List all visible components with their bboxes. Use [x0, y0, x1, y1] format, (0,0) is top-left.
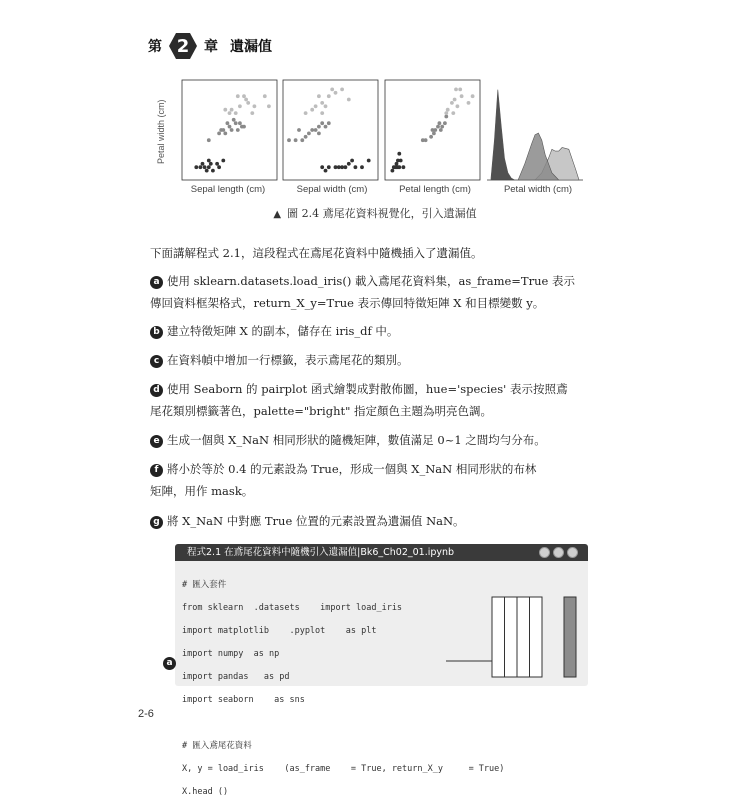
code-line: # 匯入套件: [182, 579, 227, 590]
step-text: 使用 Seaborn 的 pairplot 函式繪製成對散佈圖，hue='species' 表示按照鳶: [167, 382, 568, 396]
scatter-point-setosa: [201, 162, 205, 166]
scatter-point-setosa: [391, 169, 395, 173]
scatter-point-setosa: [347, 162, 351, 166]
scatter-point-virginica: [263, 94, 267, 98]
scatter-point-virginica: [320, 101, 324, 105]
window-dot-icon: [539, 547, 550, 558]
scatter-point-versicolor: [232, 118, 236, 122]
scatter-point-virginica: [223, 108, 227, 112]
scatter-point-virginica: [450, 101, 454, 105]
scatter-point-setosa: [354, 165, 358, 169]
scatter-point-setosa: [221, 159, 225, 163]
scatter-point-versicolor: [444, 115, 448, 119]
scatter-point-setosa: [399, 159, 403, 163]
scatter-point-setosa: [334, 165, 338, 169]
scatter-point-setosa: [397, 152, 401, 156]
scatter-point-virginica: [460, 94, 464, 98]
code-line: import seaborn as sns: [182, 694, 305, 705]
scatter-point-setosa: [360, 165, 364, 169]
scatter-point-virginica: [242, 94, 246, 98]
step-g: [150, 510, 594, 532]
scatter-point-virginica: [334, 91, 338, 95]
code-line: import numpy as np: [182, 648, 280, 659]
step-badge: d: [150, 384, 163, 397]
page-number: 2-6: [138, 708, 154, 720]
xlabel-petal-width: Petal width (cm): [503, 184, 573, 195]
scatter-point-versicolor: [307, 132, 311, 136]
scatter-point-versicolor: [236, 128, 240, 132]
scatter-point-virginica: [471, 94, 475, 98]
scatter-point-setosa: [207, 165, 211, 169]
dataframe-illustration: [490, 595, 580, 680]
scatter-point-setosa: [203, 165, 207, 169]
code-line: from sklearn .datasets import load_iris: [182, 602, 403, 613]
scatter-point-versicolor: [324, 125, 328, 129]
chapter-number-hexagon: [168, 31, 198, 61]
scatter-panel-frame: [182, 80, 277, 180]
step-text-cont: 傳回資料框架格式，return_X_y=True 表示傳回特徵矩陣 X 和目標變數 y。: [150, 296, 545, 310]
scatter-point-versicolor: [433, 128, 437, 132]
scatter-point-virginica: [246, 101, 250, 105]
scatter-point-virginica: [467, 101, 471, 105]
scatter-point-versicolor: [287, 138, 291, 142]
code-annotation-badge: a: [163, 657, 176, 670]
step-text: 將小於等於 0.4 的元素設為 True，形成一個與 X_NaN 相同形狀的布林: [167, 462, 537, 476]
step-f: [150, 458, 594, 502]
chapter-suffix: 章: [204, 39, 218, 55]
scatter-point-virginica: [317, 94, 321, 98]
step-badge: f: [150, 464, 163, 477]
scatter-point-setosa: [402, 165, 406, 169]
scatter-point-setosa: [207, 159, 211, 163]
scatter-point-versicolor: [320, 121, 324, 125]
scatter-point-versicolor: [226, 121, 230, 125]
figure-caption: [0, 205, 750, 221]
scatter-point-virginica: [250, 111, 254, 115]
scatter-point-setosa: [367, 159, 371, 163]
scatter-point-virginica: [340, 88, 344, 92]
scatter-point-setosa: [211, 169, 215, 173]
scatter-point-versicolor: [421, 138, 425, 142]
scatter-point-virginica: [238, 104, 242, 108]
scatter-point-versicolor: [443, 121, 447, 125]
chapter-title: 遺漏值: [230, 39, 272, 55]
step-badge: b: [150, 326, 163, 339]
code-line: # 匯入鳶尾花資料: [182, 740, 252, 751]
scatter-point-versicolor: [240, 125, 244, 129]
scatter-point-setosa: [395, 162, 399, 166]
scatter-point-virginica: [236, 94, 240, 98]
step-text-cont: 尾花類別標籤著色，palette="bright" 指定顏色主題為明亮色調。: [150, 404, 493, 418]
step-text: 建立特徵矩陣 X 的副本，儲存在 iris_df 中。: [167, 324, 399, 338]
chapter-number: 2: [176, 35, 190, 57]
scatter-point-versicolor: [300, 138, 304, 142]
scatter-point-setosa: [199, 165, 203, 169]
xlabel-petal-length: Petal length (cm): [399, 184, 471, 195]
code-line: X.head (): [182, 786, 229, 797]
scatter-point-versicolor: [439, 128, 443, 132]
scatter-point-setosa: [320, 165, 324, 169]
scatter-point-virginica: [456, 104, 460, 108]
scatter-point-virginica: [234, 111, 238, 115]
scatter-point-virginica: [310, 108, 314, 112]
density-curve-setosa: [491, 90, 515, 180]
scatter-point-versicolor: [217, 132, 221, 136]
scatter-point-versicolor: [429, 135, 433, 139]
step-text: 在資料幀中增加一行標籤，表示鳶尾花的類別。: [167, 353, 409, 367]
scatter-point-versicolor: [234, 121, 238, 125]
step-badge: a: [150, 276, 163, 289]
window-dot-icon: [567, 547, 578, 558]
scatter-point-versicolor: [223, 132, 227, 136]
intro-paragraph: 下面講解程式 2.1，這段程式在鳶尾花資料中隨機插入了遺漏值。: [150, 246, 483, 260]
code-annotation-line: [446, 659, 492, 663]
code-window-title: 程式2.1 在鳶尾花資料中隨機引入遺漏值|Bk6_Ch02_01.ipynb: [187, 547, 455, 558]
scatter-point-versicolor: [440, 125, 444, 129]
scatter-point-setosa: [194, 165, 198, 169]
xlabel-sepal-length: Sepal length (cm): [190, 184, 266, 195]
code-window-titlebar: [175, 544, 588, 561]
scatter-point-virginica: [253, 104, 257, 108]
scatter-point-virginica: [320, 111, 324, 115]
scatter-point-versicolor: [230, 128, 234, 132]
scatter-point-virginica: [324, 104, 328, 108]
scatter-point-virginica: [267, 104, 271, 108]
scatter-point-versicolor: [317, 125, 321, 129]
code-line: [182, 718, 504, 730]
step-badge: c: [150, 355, 163, 368]
step-b: [150, 320, 594, 342]
scatter-point-virginica: [327, 94, 331, 98]
chapter-prefix: 第: [148, 39, 162, 55]
scatter-point-virginica: [458, 88, 462, 92]
scatter-point-virginica: [244, 98, 248, 102]
scatter-point-setosa: [217, 165, 221, 169]
scatter-point-versicolor: [228, 125, 232, 129]
scatter-point-setosa: [340, 165, 344, 169]
scatter-point-versicolor: [314, 128, 318, 132]
scatter-point-versicolor: [207, 138, 211, 142]
caption-text: 圖 2.4 鳶尾花資料視覺化，引入遺漏值: [287, 207, 477, 220]
scatter-point-virginica: [451, 111, 455, 115]
scatter-point-versicolor: [327, 121, 331, 125]
scatter-point-versicolor: [438, 121, 442, 125]
step-text: 將 X_NaN 中對應 True 位置的元素設置為遺漏值 NaN。: [167, 514, 465, 528]
step-a: [150, 270, 594, 314]
iris-pairplot-figure: [160, 78, 600, 198]
step-e: [150, 429, 594, 451]
step-badge: e: [150, 435, 163, 448]
scatter-point-versicolor: [221, 128, 225, 132]
scatter-point-setosa: [344, 165, 348, 169]
scatter-point-setosa: [324, 169, 328, 173]
scatter-point-versicolor: [304, 135, 308, 139]
scatter-point-virginica: [347, 98, 351, 102]
step-text: 使用 sklearn.datasets.load_iris() 載入鳶尾花資料集，as_frame=True 表示: [167, 274, 575, 288]
step-c: [150, 349, 594, 371]
xlabel-sepal-width: Sepal width (cm): [296, 184, 368, 195]
figure-ylabel: Petal width (cm): [156, 99, 166, 164]
scatter-point-virginica: [330, 88, 334, 92]
step-d: [150, 378, 594, 422]
scatter-point-versicolor: [317, 132, 321, 136]
caption-triangle-icon: ▲: [273, 209, 282, 220]
code-line: import pandas as pd: [182, 671, 290, 682]
scatter-point-virginica: [230, 108, 234, 112]
scatter-point-setosa: [397, 165, 401, 169]
scatter-point-versicolor: [432, 132, 436, 136]
step-text-cont: 矩陣，用作 mask。: [150, 484, 254, 498]
scatter-point-versicolor: [436, 125, 440, 129]
scatter-point-setosa: [337, 165, 341, 169]
scatter-point-virginica: [228, 111, 232, 115]
step-text: 生成一個與 X_NaN 相同形狀的隨機矩陣，數值滿足 0~1 之間均勻分布。: [167, 433, 546, 447]
scatter-point-setosa: [205, 169, 209, 173]
code-line: import matplotlib .pyplot as plt: [182, 625, 377, 636]
code-line: X, y = load_iris (as_frame = True, return_X_y = True): [182, 763, 505, 774]
scatter-point-virginica: [454, 88, 458, 92]
scatter-point-setosa: [327, 165, 331, 169]
scatter-point-virginica: [446, 108, 450, 112]
chapter-header: [148, 28, 272, 64]
scatter-point-versicolor: [294, 138, 298, 142]
scatter-point-virginica: [453, 98, 457, 102]
scatter-point-versicolor: [310, 128, 314, 132]
scatter-point-versicolor: [238, 121, 242, 125]
scatter-point-virginica: [314, 104, 318, 108]
window-dot-icon: [553, 547, 564, 558]
scatter-point-virginica: [304, 111, 308, 115]
step-badge: g: [150, 516, 163, 529]
scatter-point-setosa: [215, 162, 219, 166]
code-block: [182, 568, 504, 810]
scatter-point-setosa: [350, 159, 354, 163]
scatter-point-versicolor: [297, 128, 301, 132]
scatter-point-setosa: [392, 165, 396, 169]
scatter-point-setosa: [209, 162, 213, 166]
scatter-point-virginica: [444, 111, 448, 115]
